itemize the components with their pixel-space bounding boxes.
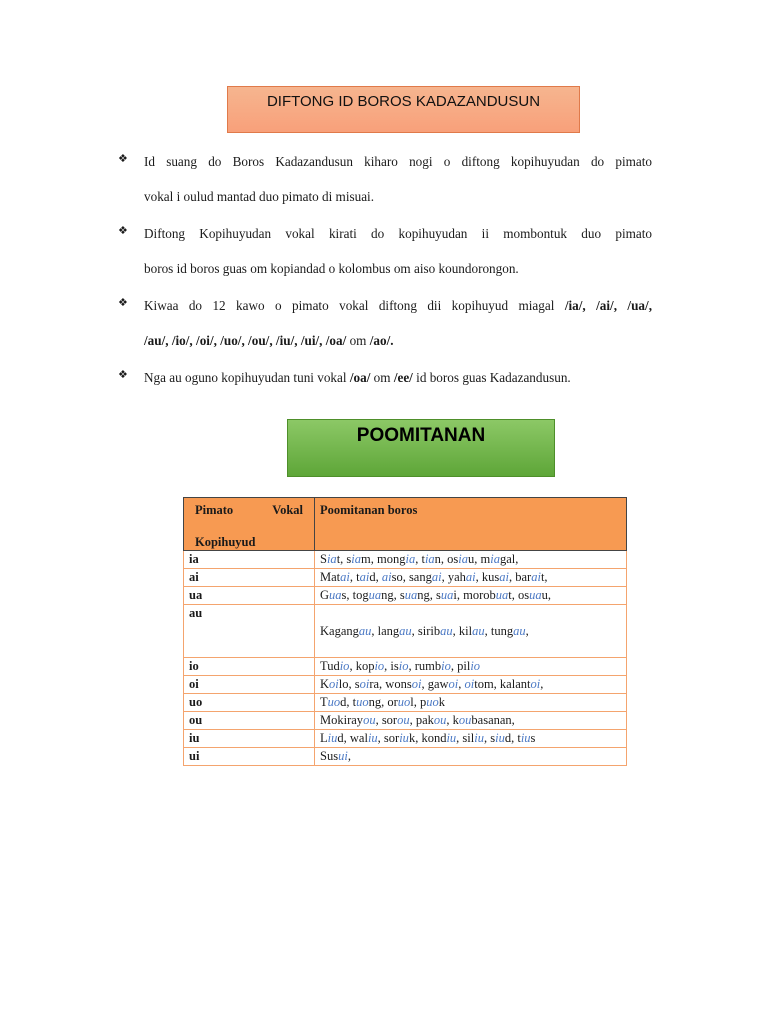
diphthong-highlight: iu [474, 731, 484, 745]
word-fragment: ng, s [381, 588, 405, 602]
diphthong-highlight: ua [404, 588, 418, 602]
bullet-bold-text: /oa/ [349, 370, 371, 385]
diphthong-highlight: ia [490, 552, 500, 566]
bullet-text: id boros guas Kadazandusun. [412, 370, 571, 385]
vowel-cell: ai [184, 569, 315, 587]
examples-cell [315, 569, 627, 587]
examples-cell [315, 587, 627, 605]
header-cell-examples [315, 498, 627, 551]
word-fragment: d, t [504, 731, 521, 745]
diphthong-highlight: uo [356, 695, 369, 709]
diphthong-highlight: iu [327, 731, 338, 745]
word-fragment: , kil [452, 623, 473, 638]
table-row [184, 712, 627, 730]
word-fragment: , sor [377, 731, 400, 745]
diphthong-highlight: au [399, 623, 412, 638]
word-fragment: d, t [340, 695, 357, 709]
diphthong-highlight: io [470, 659, 481, 673]
examples-cell [315, 748, 627, 766]
bullet-text: Kiwaa do 12 kawo o pimato vokal diftong dii kopihuyud miagal [144, 298, 565, 313]
vowel-cell: ui [184, 748, 315, 766]
word-fragment: t, os [508, 588, 530, 602]
word-fragment: k [438, 695, 446, 709]
word-fragment: , s [483, 731, 496, 745]
diphthong-highlight: ai [531, 570, 541, 584]
word-fragment: , [540, 677, 544, 691]
bullet-line: vokal i oulud mantad duo pimato di misuai. [144, 189, 375, 204]
bullet-text: Nga au oguno kopihuyudan tuni vokal [144, 370, 350, 385]
document-title-text: DIFTONG ID BOROS KADAZANDUSUN [266, 93, 541, 110]
bullet-bold-text: /ee/ [393, 370, 413, 385]
bullet-text: om [370, 370, 394, 385]
word-fragment: lo, s [338, 677, 360, 691]
vowel-cell: iu [184, 730, 315, 748]
diphthong-highlight: ou [458, 713, 472, 727]
diphthong-highlight: ai [381, 570, 392, 584]
diphthong-highlight: ia [405, 552, 416, 566]
vowel-cell: uo [184, 694, 315, 712]
word-fragment: gal, [500, 552, 519, 566]
word-fragment: S [320, 552, 327, 566]
word-fragment: T [320, 695, 328, 709]
word-fragment: , [458, 677, 465, 691]
examples-cell [315, 676, 627, 694]
word-fragment: , t [415, 552, 425, 566]
examples-cell [315, 605, 627, 658]
diphthong-highlight: ua [368, 588, 382, 602]
word-fragment: G [320, 588, 330, 602]
diphthong-highlight: oi [411, 677, 422, 691]
vowel-cell: io [184, 658, 315, 676]
table-row [184, 730, 627, 748]
bullet-list [118, 150, 652, 403]
word-fragment: l, p [410, 695, 427, 709]
word-fragment: , lang [371, 623, 400, 638]
table-row [184, 748, 627, 766]
diphthong-highlight: ai [340, 570, 350, 584]
diphthong-highlight: ua [440, 588, 454, 602]
word-fragment: ra, wons [369, 677, 412, 691]
table-row [184, 551, 627, 569]
word-fragment: Mat [320, 570, 341, 584]
diphthong-highlight: oi [464, 677, 475, 691]
bullet-line [144, 294, 652, 329]
diphthong-highlight: iu [399, 731, 409, 745]
diphthong-highlight: oi [448, 677, 459, 691]
word-fragment: i, morob [453, 588, 496, 602]
word-fragment: , yah [441, 570, 466, 584]
diphthong-highlight: au [472, 623, 485, 638]
diphthong-highlight: au [358, 623, 372, 638]
table-row [184, 694, 627, 712]
diphthong-highlight: ou [397, 713, 410, 727]
word-fragment: t, [540, 570, 548, 584]
vowel-cell: ia [184, 551, 315, 569]
word-fragment: Tud [320, 659, 340, 673]
word-fragment: , sirib [411, 623, 441, 638]
word-fragment: , kop [349, 659, 375, 673]
examples-table [183, 497, 627, 766]
examples-cell [315, 694, 627, 712]
bullet-item [118, 294, 652, 364]
word-fragment: Kagang [320, 623, 359, 638]
vowel-cell: ou [184, 712, 315, 730]
diphthong-highlight: au [513, 623, 526, 638]
word-fragment: d, wal [337, 731, 368, 745]
table-row [184, 676, 627, 694]
diamond-bullet-icon: ❖ [118, 152, 128, 165]
diphthong-highlight: ua [529, 588, 542, 602]
diphthong-highlight: ai [465, 570, 476, 584]
bullet-item [118, 222, 652, 292]
diphthong-highlight: io [374, 659, 385, 673]
diphthong-highlight: iu [520, 731, 531, 745]
word-fragment: , t [349, 570, 360, 584]
bullet-line: Diftong Kopihuyudan vokal kirati do kopihuyudan ii mombontuk duo pimato [144, 226, 652, 241]
table-row [184, 605, 627, 658]
header-text: Pimato [195, 503, 234, 517]
word-fragment: so, sang [391, 570, 432, 584]
word-fragment: , rumb [408, 659, 442, 673]
diphthong-highlight: io [398, 659, 409, 673]
diphthong-highlight: au [440, 623, 453, 638]
word-fragment: , k [446, 713, 459, 727]
diphthong-highlight: ou [433, 713, 447, 727]
diphthong-highlight: ia [351, 552, 362, 566]
diamond-bullet-icon: ❖ [118, 368, 128, 381]
word-fragment: k, kond [408, 731, 447, 745]
diphthong-highlight: io [441, 659, 451, 673]
word-fragment: K [320, 677, 330, 691]
vowel-cell: au [184, 605, 315, 658]
word-fragment: , sil [456, 731, 475, 745]
bullet-bold-text: /au/, /io/, /oi/, /uo/, /ou/, /iu/, /ui/, /oa/ [144, 333, 347, 348]
table-row [184, 587, 627, 605]
word-fragment: s, tog [341, 588, 369, 602]
word-fragment: m, mong [361, 552, 406, 566]
diphthong-highlight: ia [326, 552, 337, 566]
table-row [184, 658, 627, 676]
word-fragment: u, [541, 588, 551, 602]
bullet-line [144, 366, 652, 401]
word-fragment: L [320, 731, 328, 745]
diphthong-highlight: oi [530, 677, 541, 691]
word-fragment: n, os [434, 552, 459, 566]
examples-cell [315, 712, 627, 730]
table-header-row [184, 498, 627, 551]
word-fragment: , tung [484, 623, 514, 638]
section-heading [287, 419, 555, 477]
word-fragment: , [525, 623, 529, 638]
table-row [184, 569, 627, 587]
word-fragment: , is [384, 659, 399, 673]
diphthong-highlight: ia [458, 552, 469, 566]
diphthong-highlight: ua [495, 588, 509, 602]
bullet-line: Id suang do Boros Kadazandusun kiharo nogi o diftong kopihuyudan do pimato [144, 154, 652, 169]
section-heading-text: POOMITANAN [356, 425, 486, 446]
diphthong-highlight: ai [431, 570, 442, 584]
diphthong-highlight: iu [446, 731, 457, 745]
diphthong-highlight: iu [495, 731, 505, 745]
header-text: Vokal [272, 503, 303, 517]
examples-cell [315, 551, 627, 569]
diphthong-highlight: ai [499, 570, 509, 584]
word-fragment: , gaw [421, 677, 449, 691]
word-fragment: , pak [409, 713, 434, 727]
word-fragment: d, [369, 570, 382, 584]
diphthong-highlight: ua [329, 588, 342, 602]
diphthong-highlight: oi [359, 677, 370, 691]
bullet-line [144, 329, 652, 364]
diamond-bullet-icon: ❖ [118, 296, 128, 309]
diphthong-highlight: ai [359, 570, 370, 584]
word-fragment: ng, or [368, 695, 398, 709]
diphthong-highlight: uo [397, 695, 411, 709]
word-fragment: basanan, [471, 713, 515, 727]
header-text: Poomitanan boros [320, 503, 418, 517]
bullet-bold-text: /ia/, /ai/, /ua/, [564, 298, 652, 313]
word-fragment: s [530, 731, 536, 745]
examples-cell [315, 658, 627, 676]
vowel-cell: ua [184, 587, 315, 605]
header-cell-vowel [184, 498, 315, 551]
header-text: Kopihuyud [195, 535, 256, 549]
bullet-item [118, 150, 652, 220]
bullet-bold-text: /ao/. [369, 333, 394, 348]
diamond-bullet-icon: ❖ [118, 224, 128, 237]
diphthong-highlight: ou [363, 713, 376, 727]
examples-cell [315, 730, 627, 748]
word-fragment: Mokiray [320, 713, 364, 727]
bullet-text: om [346, 333, 370, 348]
word-fragment: tom, kalant [474, 677, 531, 691]
word-fragment: , bar [509, 570, 532, 584]
document-title [227, 86, 580, 133]
diphthong-highlight: iu [367, 731, 378, 745]
word-fragment: ng, s [417, 588, 441, 602]
word-fragment: , sor [375, 713, 398, 727]
word-fragment: Sus [320, 749, 339, 763]
diphthong-highlight: oi [329, 677, 339, 691]
diphthong-highlight: uo [327, 695, 341, 709]
diphthong-highlight: uo [426, 695, 439, 709]
bullet-item [118, 366, 652, 401]
diphthong-highlight: io [339, 659, 350, 673]
word-fragment: , pil [450, 659, 471, 673]
word-fragment: , kus [475, 570, 500, 584]
bullet-line: boros id boros guas om kopiandad o kolombus om aiso koundorongon. [144, 261, 519, 276]
diphthong-highlight: ia [424, 552, 435, 566]
vowel-cell: oi [184, 676, 315, 694]
diphthong-highlight: ui [338, 749, 348, 763]
word-fragment: t, s [336, 552, 352, 566]
word-fragment: , [347, 749, 351, 763]
word-fragment: u, m [468, 552, 491, 566]
